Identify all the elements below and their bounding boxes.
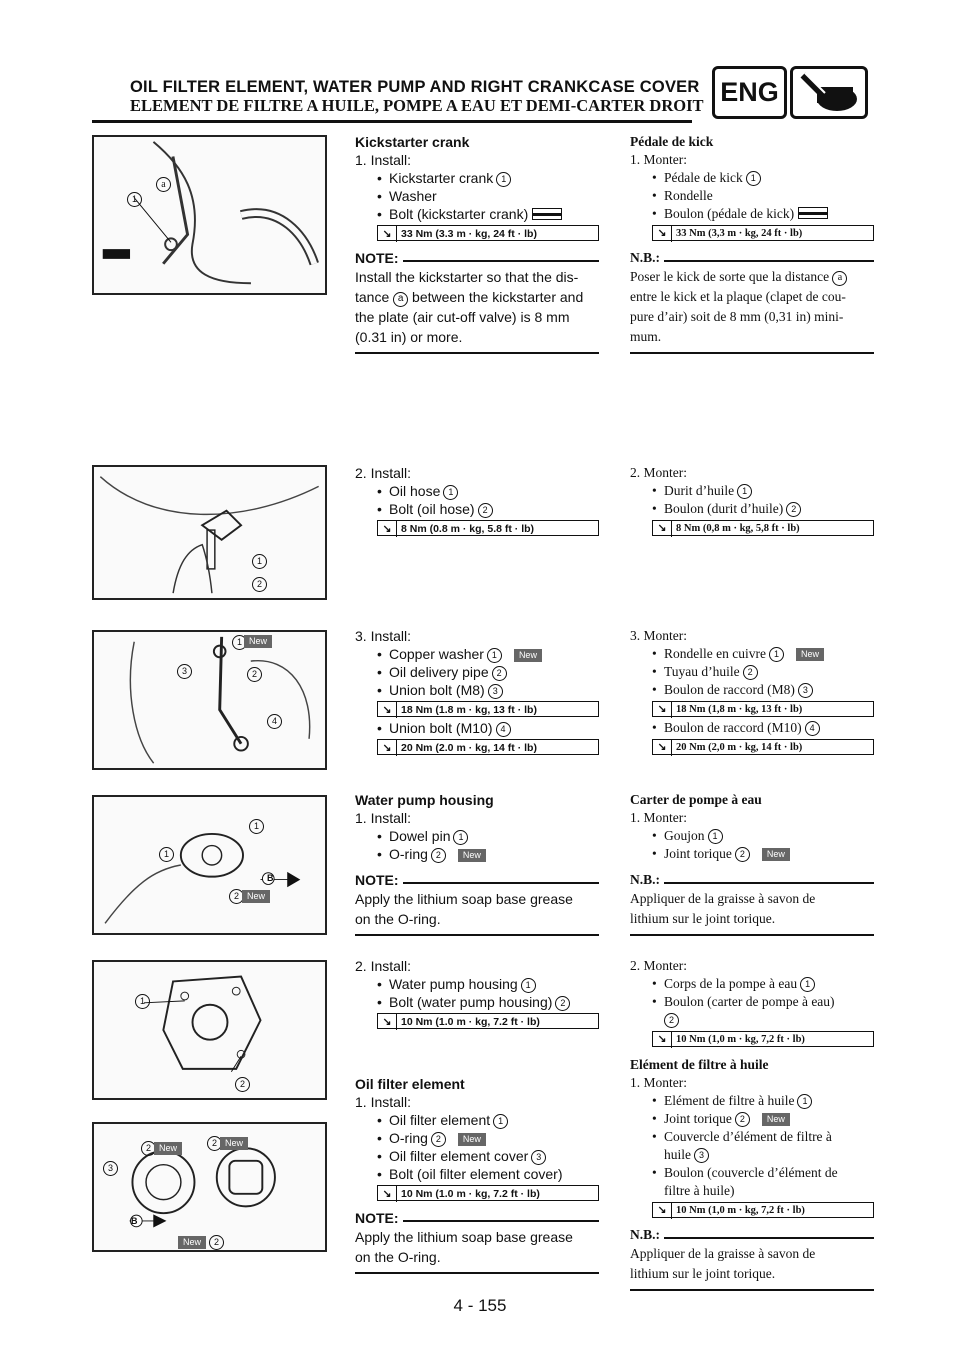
callout-1: 1	[249, 819, 264, 834]
callout-a: a	[156, 177, 171, 192]
callout-1: 1	[232, 635, 247, 650]
en-water-pump-housing-section	[355, 957, 599, 1031]
note-line: lithium sur le joint torique.	[630, 911, 776, 926]
en-step: 1. Install:	[355, 152, 412, 168]
torque-spec: ↘ 18 Nm (1,8 m · kg, 13 ft · lb)	[652, 701, 874, 717]
figure-water-pump-housing	[92, 960, 327, 1100]
fr-item: • Tuyau d’huile 2	[630, 663, 874, 681]
en-note	[355, 871, 599, 936]
en-item: • Union bolt (M10) 4	[355, 719, 599, 737]
fr-item-cont: huile 3	[630, 1146, 874, 1164]
en-item: • Union bolt (M8) 3	[355, 681, 599, 699]
en-item: • O-ring 2 New	[355, 1129, 599, 1147]
note-line: mum.	[630, 329, 662, 344]
wrench-icon: ↘	[378, 1014, 397, 1030]
note-line: Apply the lithium soap base grease	[355, 891, 573, 907]
callout-2: 2	[235, 1077, 250, 1092]
en-item: • Oil filter element 1	[355, 1111, 599, 1129]
loctite-icon	[798, 207, 828, 219]
callout-2: 2	[207, 1136, 222, 1151]
fr-note	[630, 871, 874, 936]
en-item: • Oil hose 1	[355, 482, 599, 500]
note-line: on the O-ring.	[355, 1249, 441, 1265]
fr-kickstarter-section	[630, 133, 874, 354]
note-line: Install the kickstarter so that the dis-	[355, 269, 579, 285]
wrench-icon: ↘	[378, 521, 397, 537]
figure-oil-delivery-pipe	[92, 630, 327, 770]
fr-step: 1. Monter:	[630, 810, 687, 825]
torque-spec: ↘ 33 Nm (3,3 m · kg, 24 ft · lb)	[652, 225, 874, 241]
torque-spec: ↘ 18 Nm (1.8 m · kg, 13 ft · lb)	[377, 701, 599, 717]
section-title-en: OIL FILTER ELEMENT, WATER PUMP AND RIGHT CRANKCASE COVER	[130, 78, 700, 96]
note-title: NOTE:	[355, 1209, 599, 1227]
fr-note	[630, 1226, 874, 1291]
en-step: 1. Install:	[355, 1094, 412, 1110]
callout-2: 2	[252, 577, 267, 592]
callout-3: 3	[103, 1161, 118, 1176]
grease-b-label: B	[131, 1216, 138, 1226]
fr-kickstarter-title: Pédale de kick	[630, 134, 714, 149]
torque-spec: ↘ 10 Nm (1.0 m · kg, 7.2 ft · lb)	[377, 1013, 599, 1029]
figure-oil-hose	[92, 465, 327, 600]
fr-note	[630, 249, 874, 354]
note-line: Apply the lithium soap base grease	[355, 1229, 573, 1245]
fr-item-cont: filtre à huile)	[664, 1183, 735, 1198]
torque-spec: ↘ 20 Nm (2.0 m · kg, 14 ft · lb)	[377, 739, 599, 755]
section-title-fr: ELEMENT DE FILTRE A HUILE, POMPE A EAU ET DEMI-CARTER DROIT	[130, 96, 704, 115]
en-oil-filter-title: Oil filter element	[355, 1076, 465, 1092]
en-step: 2. Install:	[355, 465, 412, 481]
grease-b-label: B	[267, 873, 274, 883]
fr-oil-pipe-section	[630, 627, 874, 757]
en-item: • Bolt (oil filter element cover)	[377, 1166, 563, 1182]
wrench-icon: ↘	[378, 702, 397, 718]
wrench-icon: ↘	[653, 1032, 672, 1048]
fr-item: • Boulon de raccord (M10) 4	[630, 719, 874, 737]
callout-2: 2	[229, 889, 244, 904]
note-line: entre le kick et la plaque (clapet de cou-	[630, 289, 846, 304]
note-line: Appliquer de la graisse à savon de	[630, 1246, 816, 1261]
note-title: N.B.:	[630, 249, 874, 267]
en-kickstarter-title: Kickstarter crank	[355, 134, 470, 150]
fr-item: • Couvercle d’élément de filtre à	[652, 1129, 832, 1144]
callout-2: 2	[141, 1141, 156, 1156]
callout-2: 2	[247, 667, 262, 682]
figure-water-pump-dowel	[92, 795, 327, 935]
en-kickstarter-section	[355, 133, 599, 354]
note-title: NOTE:	[355, 871, 599, 889]
torque-spec: ↘ 10 Nm (1.0 m · kg, 7.2 ft · lb)	[377, 1185, 599, 1201]
en-item: • Dowel pin 1	[355, 827, 599, 845]
new-part-badge: New	[154, 1142, 182, 1155]
fr-item: • Boulon (couvercle d’élément de	[652, 1165, 838, 1180]
loctite-icon	[532, 208, 562, 220]
fr-item: • Joint torique 2 New	[630, 1110, 874, 1128]
wrench-icon: ↘	[378, 1186, 397, 1202]
note-line: Appliquer de la graisse à savon de	[630, 891, 816, 906]
en-item: • Kickstarter crank 1	[355, 169, 599, 187]
wrench-icon: ↘	[653, 702, 672, 718]
fr-item: • Elément de filtre à huile 1	[630, 1092, 874, 1110]
fr-item: • Corps de la pompe à eau 1	[630, 975, 874, 993]
callout-1: 1	[252, 554, 267, 569]
en-water-pump-title: Water pump housing	[355, 792, 494, 808]
note-title: N.B.:	[630, 1226, 874, 1244]
fr-step: 2. Monter:	[630, 958, 687, 973]
en-item: • Bolt (water pump housing) 2	[355, 993, 599, 1011]
en-item: • Bolt (kickstarter crank)	[355, 205, 599, 223]
note-line: (0.31 in) or more.	[355, 329, 463, 345]
en-step: 2. Install:	[355, 958, 412, 974]
new-part-badge: New	[242, 890, 270, 903]
fr-step: 1. Monter:	[630, 152, 687, 167]
torque-spec: ↘ 20 Nm (2,0 m · kg, 14 ft · lb)	[652, 739, 874, 755]
note-line: pure d’air) soit de 8 mm (0,31 in) mini-	[630, 309, 844, 324]
wrench-icon: ↘	[378, 740, 397, 756]
fr-water-pump-title: Carter de pompe à eau	[630, 792, 762, 807]
figure-oil-filter-element	[92, 1122, 327, 1252]
fr-item: • Boulon (carter de pompe à eau)	[652, 994, 835, 1009]
wrench-icon: ↘	[653, 226, 672, 242]
en-step: 1. Install:	[355, 810, 412, 826]
callout-2: 2	[209, 1235, 224, 1250]
note-line: on the O-ring.	[355, 911, 441, 927]
torque-spec: ↘ 8 Nm (0.8 m · kg, 5.8 ft · lb)	[377, 520, 599, 536]
wrench-icon: ↘	[653, 1203, 672, 1219]
new-part-badge: New	[178, 1236, 206, 1249]
note-line: lithium sur le joint torique.	[630, 1266, 776, 1281]
callout-4: 4	[267, 714, 282, 729]
en-water-pump-section	[355, 791, 599, 936]
en-item: • Oil filter element cover 3	[355, 1147, 599, 1165]
note-line: the plate (air cut-off valve) is 8 mm	[355, 309, 570, 325]
fr-item-cont: 2	[630, 1011, 874, 1029]
fr-oil-filter-section	[630, 1056, 874, 1291]
header-rule	[92, 120, 692, 123]
note-line: tance a between the kickstarter and	[355, 289, 584, 305]
callout-1: 1	[135, 994, 150, 1009]
fr-item: • Boulon (durit d’huile) 2	[630, 500, 874, 518]
fr-oil-filter-title: Elément de filtre à huile	[630, 1057, 769, 1072]
page-number: 4 - 155	[453, 1296, 507, 1315]
en-note	[355, 249, 599, 354]
wrench-icon: ↘	[653, 521, 672, 537]
en-item: • Bolt (oil hose) 2	[355, 500, 599, 518]
en-note	[355, 1209, 599, 1274]
fr-item: • Rondelle	[652, 188, 713, 203]
fr-step: 1. Monter:	[630, 1075, 687, 1090]
fr-item: • Pédale de kick 1	[630, 169, 874, 187]
torque-spec: ↘ 8 Nm (0,8 m · kg, 5,8 ft · lb)	[652, 520, 874, 536]
fr-step: 2. Monter:	[630, 465, 687, 480]
en-item: • Oil delivery pipe 2	[355, 663, 599, 681]
eng-badge: ENG	[712, 66, 787, 119]
en-item: • Washer	[377, 188, 437, 204]
wrench-icon: ↘	[378, 226, 397, 242]
fr-water-pump-section	[630, 791, 874, 936]
wrench-icon: ↘	[653, 740, 672, 756]
torque-spec: ↘ 10 Nm (1,0 m · kg, 7,2 ft · lb)	[652, 1202, 874, 1218]
en-step: 3. Install:	[355, 628, 412, 644]
en-item: • Water pump housing 1	[355, 975, 599, 993]
torque-spec: ↘ 10 Nm (1,0 m · kg, 7,2 ft · lb)	[652, 1031, 874, 1047]
callout-1: 1	[159, 847, 174, 862]
callout-1: 1	[127, 192, 142, 207]
en-item: • Copper washer 1 New	[355, 645, 599, 663]
torque-spec: ↘ 33 Nm (3.3 m · kg, 24 ft · lb)	[377, 225, 599, 241]
en-oil-hose-section	[355, 464, 599, 538]
engine-tool-icon	[790, 66, 868, 119]
fr-oil-hose-section	[630, 464, 874, 538]
en-oil-filter-section	[355, 1075, 599, 1274]
note-title: NOTE:	[355, 249, 599, 267]
callout-3: 3	[177, 664, 192, 679]
fr-step: 3. Monter:	[630, 628, 687, 643]
fr-water-pump-housing-section	[630, 957, 874, 1049]
new-part-badge: New	[220, 1137, 248, 1150]
note-line: Poser le kick de sorte que la distance a	[630, 267, 874, 287]
fr-item: • Joint torique 2 New	[630, 845, 874, 863]
en-item: • O-ring 2 New	[355, 845, 599, 863]
fr-item: • Durit d’huile 1	[630, 482, 874, 500]
fr-item: • Goujon 1	[630, 827, 874, 845]
figure-kickstarter-crank	[92, 135, 327, 295]
fr-item: • Rondelle en cuivre 1 New	[630, 645, 874, 663]
new-part-badge: New	[244, 635, 272, 648]
fr-item: • Boulon de raccord (M8) 3	[630, 681, 874, 699]
note-title: N.B.:	[630, 871, 874, 889]
fr-item: • Boulon (pédale de kick)	[630, 205, 874, 223]
en-oil-pipe-section	[355, 627, 599, 757]
